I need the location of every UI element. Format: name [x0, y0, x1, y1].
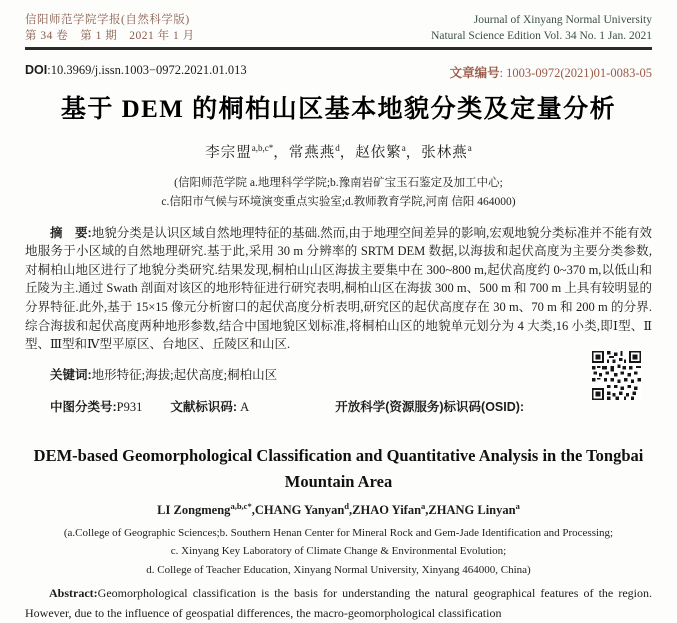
- authors-cn: [25, 141, 652, 162]
- author-name: 常燕燕: [288, 144, 336, 161]
- meta-row: [25, 63, 652, 81]
- author-affil-sup: d: [344, 501, 350, 512]
- header-rule: [25, 47, 652, 50]
- article-number-value: : 1003-0972(2021)01-0083-05: [499, 65, 652, 80]
- author-affil-sup: d: [335, 142, 340, 153]
- qr-code-graphic: [592, 351, 641, 400]
- doc-code-label: 文献标识码:: [170, 400, 238, 415]
- article-number: [450, 63, 652, 81]
- doi: [25, 63, 247, 81]
- author-separator: ,: [349, 503, 353, 518]
- affiliation-line-en: c. Xinyang Key Laboratory of Climate Change & Environmental Evolution;: [170, 545, 507, 557]
- author-name-en: ZHANG Linyan: [428, 503, 516, 518]
- author-name: 李宗盟: [205, 144, 252, 161]
- journal-issue-cn: 第 34 卷 第 1 期 2021 年 1 月: [25, 30, 195, 42]
- osid-qr-code: [592, 351, 641, 400]
- author-affil-sup: a,b,c*: [251, 142, 274, 153]
- article-number-label: 文章编号: [449, 65, 500, 80]
- author-affil-sup: a: [421, 501, 426, 512]
- abstract-text-en: Geomorphological classification is the basis for understanding the natural geographical features of the region. However, due to the influence of geospatial differences, the macro-geomorphological classification: [25, 586, 652, 620]
- author-name-en: LI Zongmeng: [157, 503, 231, 518]
- doi-label: DOI: [25, 62, 48, 77]
- author-affil-sup: a: [515, 501, 520, 512]
- author-affil-sup: a: [401, 142, 406, 153]
- clc-label: 中图分类号:: [50, 400, 117, 415]
- author-name-en: CHANG Yanyan: [254, 503, 345, 518]
- authors-en: [25, 501, 652, 518]
- abstract-en: [25, 584, 652, 623]
- journal-issue-en: Natural Science Edition Vol. 34 No. 1 Jan. 2021: [431, 30, 652, 42]
- abstract-label-cn: 摘 要:: [50, 225, 92, 240]
- keywords-cn: [25, 366, 652, 385]
- affiliations-en: [25, 524, 652, 580]
- author-separator: ，: [405, 144, 422, 161]
- page-title-en: DEM-based Geomorphological Classification and Quantitative Analysis in the Tongbai Mountain Area: [33, 446, 644, 492]
- affiliation-line: c.信阳市气候与环境演变重点实验室;d.教师教育学院,河南 信阳 464000): [161, 195, 516, 208]
- keywords-label-cn: 关键词:: [50, 368, 92, 383]
- abstract-label-en: Abstract:: [49, 586, 98, 600]
- abstract-cn: [25, 224, 652, 354]
- doc-code-value: A: [237, 400, 250, 415]
- page-title-cn: 基于 DEM 的桐柏山区基本地貌分类及定量分析: [60, 95, 617, 123]
- author-separator: ,: [425, 503, 429, 518]
- journal-header-cn: [25, 12, 195, 44]
- author-name: 赵依繁: [355, 144, 402, 161]
- affiliation-line-en: (a.College of Geographic Sciences;b. Southern Henan Center for Mineral Rock and Gem-Jade Identification and Processing;: [63, 526, 614, 539]
- author-affil-sup: a,b,c*: [230, 501, 252, 512]
- doi-value: :10.3969/j.issn.1003−0972.2021.01.013: [47, 62, 247, 77]
- classification-row: [25, 397, 652, 417]
- abstract-text-cn: 地貌分类是认识区域自然地理特征的基础.然而,由于地理空间差异的影响,宏观地貌分类标准并不能有效地服务于小区域的自然地理研究.基于此,采用 30 m 分辨率的 SRTM DEM 数据,以海拔和起伏高度为主要分类参数,对桐柏山地区进行了地貌分类研究.结果发现,桐柏山山区海拔主要集中在 300~800 m,起伏高度约 0~370 m,以低山和丘陵为主.通过 Swath 剖面对该区的地形特征进行研究表明,桐柏山区在海拔 300 m、500 m 和 700 m 上具有较明显的分界特征.此外,基于 15×15 像元分析窗口的起伏高度分析表明,研究区的起伏高度存在 30 m、70 m 和 200 m 的分界.综合海拔和起伏高度两种地形参数,结合中国地貌区划标准,将桐柏山区的地貌单元划分为 4 大类,16 小类,即Ⅰ型、Ⅱ型、Ⅲ型和Ⅳ型平原区、台地区、丘陵区和山区.: [25, 225, 652, 352]
- affiliations-cn: [25, 174, 652, 212]
- journal-name-en: Journal of Xinyang Normal University: [473, 14, 652, 26]
- journal-name-cn: 信阳师范学院学报(自然科学版): [25, 14, 190, 26]
- journal-header-en: [431, 12, 652, 44]
- affiliation-line-en: d. College of Teacher Education, Xinyang Normal University, Xinyang 464000, China): [146, 563, 531, 576]
- clc-value: P931: [116, 400, 143, 415]
- keywords-text-cn: 地形特征;海拔;起伏高度;桐柏山区: [91, 368, 278, 383]
- author-name: 张林燕: [421, 144, 468, 161]
- author-affil-sup: a: [467, 142, 472, 153]
- author-separator: ,: [251, 503, 255, 518]
- journal-header: [25, 12, 652, 44]
- author-separator: ，: [273, 144, 289, 161]
- osid-label: 开放科学(资源服务)标识码(OSID):: [335, 400, 525, 415]
- author-separator: ，: [339, 144, 356, 161]
- author-name-en: ZHAO Yifan: [352, 503, 422, 518]
- affiliation-line: (信阳师范学院 a.地理科学学院;b.豫南岩矿宝玉石鉴定及加工中心;: [174, 176, 503, 189]
